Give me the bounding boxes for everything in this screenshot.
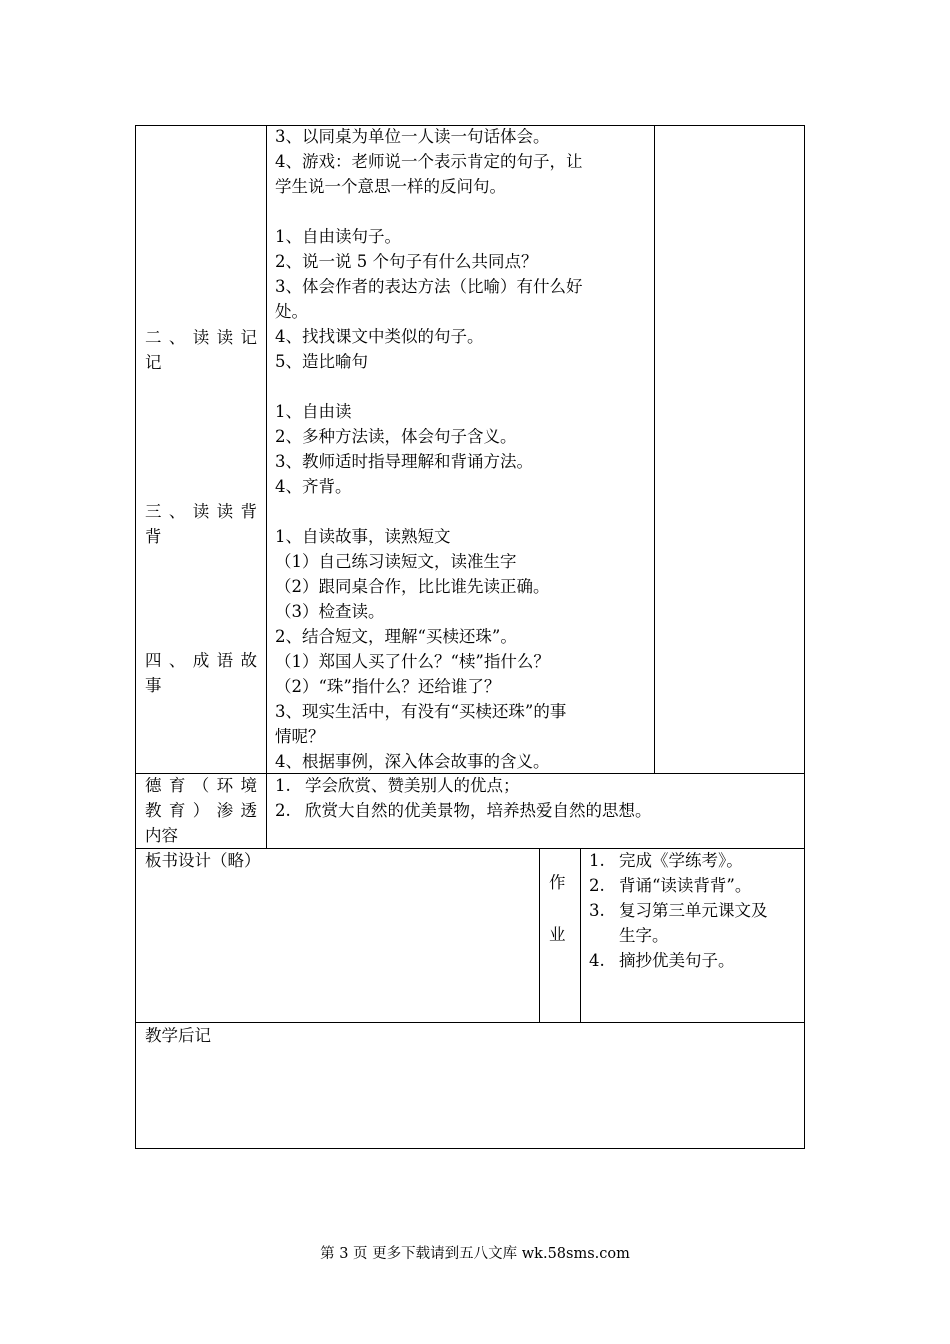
homework-list	[589, 848, 768, 973]
activity-line: 学生说一个意思一样的反问句。	[275, 177, 506, 196]
activity-line: （1）郑国人买了什么？“椟”指什么？	[275, 652, 550, 671]
activity-list	[275, 124, 583, 774]
activity-line: 3、以同桌为单位一人读一句话体会。	[275, 127, 550, 146]
board-design-label: 板书设计（略）	[145, 851, 261, 870]
activity-line: 1、自由读句子。	[275, 227, 401, 246]
moral-items	[275, 773, 652, 823]
page-footer: 第 3 页 更多下载请到五八文库 wk.58sms.com	[320, 1246, 630, 1262]
moral-item: 1. 学会欣赏、赞美别人的优点；	[275, 776, 520, 795]
moral-label: 德育（环境 教育）渗透 内容	[145, 776, 257, 845]
homework-item: 2. 背诵“读读背背”。	[589, 876, 752, 895]
activity-line: （2）跟同桌合作，比比谁先读正确。	[275, 577, 550, 596]
activity-line	[275, 374, 583, 399]
activity-line: 4、找找课文中类似的句子。	[275, 327, 484, 346]
board-design-cell	[135, 848, 539, 1022]
activity-line: （2）“珠”指什么？还给谁了？	[275, 677, 501, 696]
activity-line: 4、根据事例，深入体会故事的含义。	[275, 752, 550, 771]
homework-item: 4. 摘抄优美句子。	[589, 951, 735, 970]
notes-cell	[654, 125, 805, 773]
activity-line: 3、现实生活中，有没有“买椟还珠”的事	[275, 702, 567, 721]
activity-line: （3）检查读。	[275, 602, 385, 621]
section-two-label: 二、读读记 记	[145, 328, 257, 372]
postscript-label: 教学后记	[145, 1026, 211, 1045]
activity-line	[275, 199, 583, 224]
postscript-cell	[135, 1022, 805, 1149]
activity-line: 5、造比喻句	[275, 352, 368, 371]
activity-line: 2、结合短文，理解“买椟还珠”。	[275, 627, 517, 646]
moral-item: 2. 欣赏大自然的优美景物，培养热爱自然的思想。	[275, 801, 652, 820]
homework-item: 3. 复习第三单元课文及 生字。	[589, 901, 768, 945]
activity-line	[275, 499, 583, 524]
activity-line: 4、齐背。	[275, 477, 352, 496]
activity-line: （1）自己练习读短文，读准生字	[275, 552, 517, 571]
activity-line: 2、说一说 5 个句子有什么共同点？	[275, 252, 538, 271]
activity-line: 2、多种方法读，体会句子含义。	[275, 427, 517, 446]
section-three-label: 三、读读背 背	[145, 502, 257, 546]
activity-line: 情呢？	[275, 727, 325, 746]
activity-line: 3、体会作者的表达方法（比喻）有什么好	[275, 277, 583, 296]
activity-line: 处。	[275, 302, 308, 321]
homework-label: 作 业	[549, 873, 566, 944]
activity-line: 1、自读故事，读熟短文	[275, 527, 451, 546]
activity-line: 4、游戏：老师说一个表示肯定的句子，让	[275, 152, 583, 171]
homework-item: 1. 完成《学练考》。	[589, 851, 743, 870]
section-four-label: 四、成语故 事	[145, 651, 257, 695]
activity-line: 1、自由读	[275, 402, 352, 421]
activity-line: 3、教师适时指导理解和背诵方法。	[275, 452, 533, 471]
